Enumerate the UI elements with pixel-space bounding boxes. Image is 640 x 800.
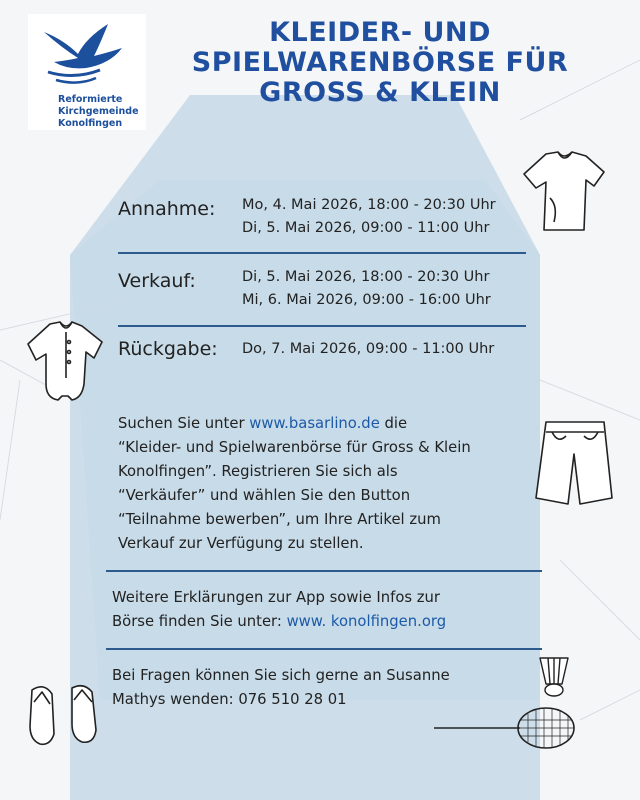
logo-line-1: Reformierte bbox=[58, 94, 123, 105]
info-paragraph-app bbox=[112, 586, 532, 634]
info-line: “Kleider- und Spielwarenbörse für Gross & Klein bbox=[118, 439, 471, 456]
schedule-time: Mo, 4. Mai 2026, 18:00 - 20:30 Uhr bbox=[242, 197, 496, 213]
konolfingen-link[interactable]: www. konolfingen.org bbox=[286, 613, 447, 630]
shorts-icon bbox=[530, 414, 618, 510]
info-paragraph-register bbox=[118, 412, 538, 556]
logo-line-3: Konolfingen bbox=[58, 118, 123, 129]
basarlino-link[interactable]: www.basarlino.de bbox=[249, 415, 380, 432]
info-text: Suchen Sie unter bbox=[118, 415, 250, 432]
info-line: Konolfingen”. Registrieren Sie sich als bbox=[118, 463, 398, 480]
info-line: Verkauf zur Verfügung zu stellen. bbox=[118, 535, 364, 552]
schedule-time: Mi, 6. Mai 2026, 09:00 - 16:00 Uhr bbox=[242, 292, 491, 308]
church-logo bbox=[28, 14, 146, 130]
schedule-time: Di, 5. Mai 2026, 18:00 - 20:30 Uhr bbox=[242, 269, 490, 285]
schedule-times bbox=[242, 194, 496, 240]
logo-text bbox=[58, 94, 148, 130]
info-text: die bbox=[379, 415, 408, 432]
schedule-times bbox=[242, 266, 491, 312]
flip-flops-icon bbox=[22, 680, 108, 750]
divider bbox=[118, 325, 526, 327]
title-line-3: GROSS & KLEIN bbox=[259, 77, 501, 108]
divider bbox=[106, 570, 542, 572]
info-line: “Teilnahme bewerben”, um Ihre Artikel zum bbox=[118, 511, 441, 528]
t-shirt-icon bbox=[518, 146, 608, 238]
schedule-times bbox=[242, 338, 494, 361]
page-title bbox=[150, 18, 610, 108]
schedule-label: Annahme: bbox=[118, 198, 216, 220]
info-text: Börse finden Sie unter: bbox=[112, 613, 287, 630]
info-line bbox=[112, 610, 532, 634]
logo-line-2: Kirchgemeinde bbox=[58, 106, 139, 117]
dove-icon bbox=[34, 18, 134, 90]
badminton-racket-icon bbox=[430, 700, 580, 756]
info-line: “Verkäufer” und wählen Sie den Button bbox=[118, 487, 411, 504]
baby-onesie-icon bbox=[24, 318, 106, 406]
shuttlecock-icon bbox=[534, 652, 574, 700]
info-line: Bei Fragen können Sie sich gerne an Susanne bbox=[112, 667, 450, 684]
info-line: Weitere Erklärungen zur App sowie Infos zur bbox=[112, 589, 441, 606]
divider bbox=[106, 648, 542, 650]
schedule-label: Verkauf: bbox=[118, 270, 196, 292]
title-line-1: KLEIDER- UND bbox=[269, 17, 491, 48]
schedule-time: Do, 7. Mai 2026, 09:00 - 11:00 Uhr bbox=[242, 341, 495, 357]
info-line: Mathys wenden: 076 510 28 01 bbox=[112, 691, 347, 708]
schedule-time: Di, 5. Mai 2026, 09:00 - 11:00 Uhr bbox=[242, 220, 490, 236]
divider bbox=[118, 252, 526, 254]
info-line bbox=[118, 412, 538, 436]
title-line-2: SPIELWARENBÖRSE FÜR bbox=[191, 47, 569, 78]
schedule-label: Rückgabe: bbox=[118, 338, 218, 360]
